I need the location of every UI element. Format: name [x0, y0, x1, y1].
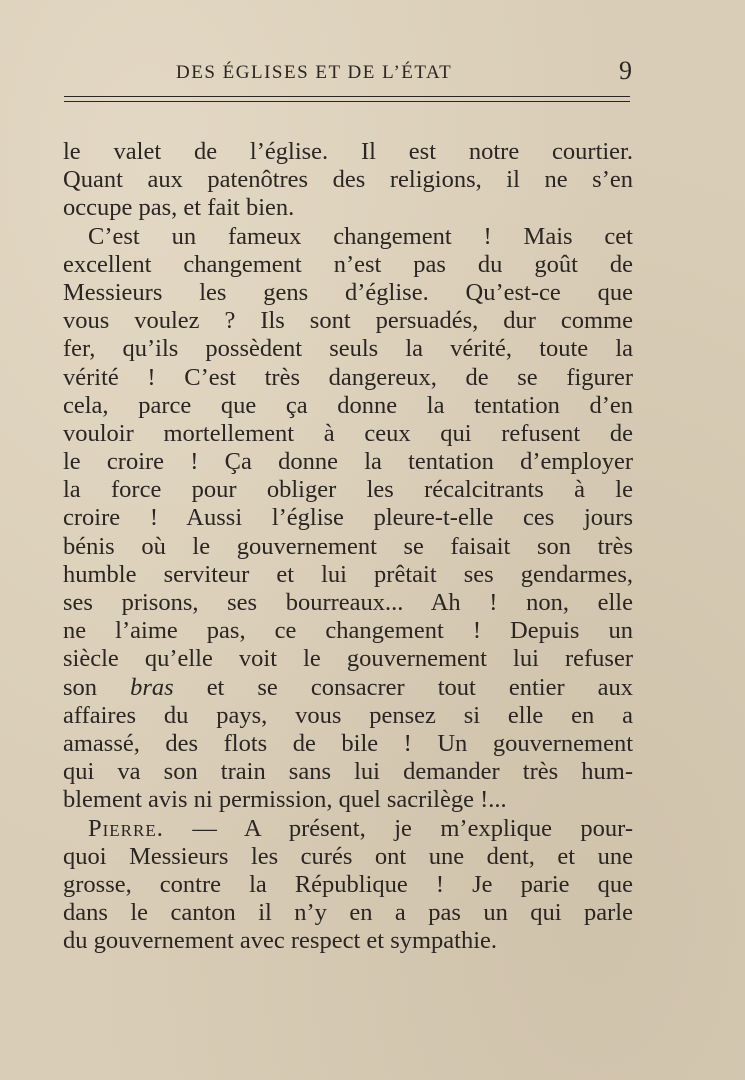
speaker-name: Pierre. [88, 814, 164, 842]
text-line: dans le canton il n’y en a pas un qui parle [63, 899, 633, 927]
header-rule-bottom [64, 101, 630, 102]
text-line: la force pour obliger les récalcitrants à le [63, 476, 633, 504]
page-header [64, 56, 632, 92]
text-line: excellent changement n’est pas du goût de [63, 250, 633, 278]
text-line: grosse, contre la République ! Je parie que [63, 870, 633, 898]
text-line: vérité ! C’est très dangereux, de se figurer [63, 363, 633, 391]
text-line [63, 674, 633, 702]
running-title: DES ÉGLISES ET DE L’ÉTAT [176, 62, 453, 83]
text-line: ne l’aime pas, ce changement ! Depuis un [63, 617, 633, 645]
text-line: affaires du pays, vous pensez si elle en a [63, 701, 633, 729]
text-line: amassé, des flots de bile ! Un gouvernement [63, 729, 633, 757]
text-line: blement avis ni permission, quel sacrilège !... [63, 786, 507, 814]
text-line: Quant aux patenôtres des religions, il ne s’en [63, 166, 633, 194]
text-line: le valet de l’église. Il est notre courtier. [63, 138, 633, 165]
text-line: vous voulez ? Ils sont persuadés, dur comme [63, 307, 633, 335]
text-line: le croire ! Ça donne la tentation d’employer [63, 448, 633, 476]
text-line [63, 815, 633, 843]
italic-word: bras [130, 673, 174, 701]
text-line: du gouvernement avec respect et sympathie. [63, 927, 498, 955]
text-line: vouloir mortellement à ceux qui refusent de [63, 419, 633, 447]
page-number: 9 [619, 56, 632, 85]
text-line: croire ! Aussi l’église pleure-t-elle ces jours [63, 504, 633, 532]
body-text [63, 138, 633, 955]
text-fragment: son [63, 673, 98, 701]
text-line: cela, parce que ça donne la tentation d’en [63, 391, 633, 419]
text-line: occupe pas, et fait bien. [63, 194, 295, 222]
text-line: Messieurs les gens d’église. Qu’est-ce que [63, 278, 633, 306]
text-line: fer, qu’ils possèdent seuls la vérité, toute la [63, 335, 633, 363]
text-line: bénis où le gouvernement se faisait son très [63, 532, 633, 560]
text-fragment: et se consacrer tout entier aux [206, 673, 634, 701]
text-line: ses prisons, ses bourreaux... Ah ! non, elle [63, 589, 633, 616]
text-line: humble serviteur et lui prêtait ses gendarmes, [63, 560, 633, 588]
text-line: C’est un fameux changement ! Mais cet [88, 222, 633, 250]
text-line: qui va son train sans lui demander très hum- [63, 758, 633, 786]
text-line: quoi Messieurs les curés ont une dent, et une [63, 842, 633, 870]
header-rule-top [64, 96, 630, 97]
text-line: siècle qu’elle voit le gouvernement lui refuser [63, 645, 633, 673]
text-fragment: — A présent, je m’explique pour- [192, 814, 634, 842]
